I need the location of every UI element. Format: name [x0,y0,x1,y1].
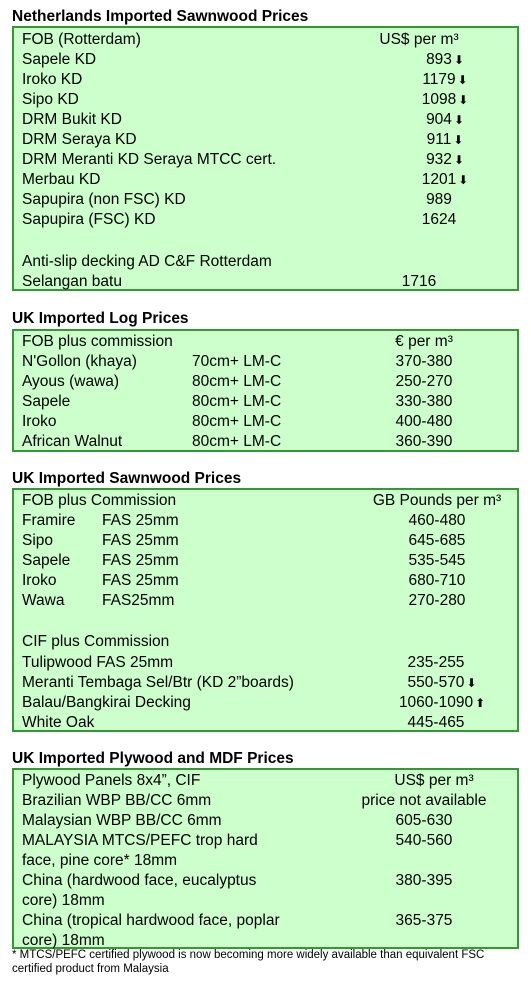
arrow-down-icon: ⬇ [453,113,464,127]
row-name: Iroko [22,572,57,589]
row-value-cell [394,150,484,170]
row-value: 911 [426,131,452,148]
row-value-cell [369,392,479,412]
row-name: Sipo [22,532,54,549]
arrow-down-icon: ⬇ [458,173,469,187]
arrow-down-icon: ⬇ [453,53,464,67]
row-value-cell [369,412,479,432]
row-name: Sapupira (non FSC) KD [22,191,186,208]
row-value-cell [344,791,504,811]
row-name: White Oak [22,714,95,731]
row-value: 605-630 [395,812,453,829]
row-value: 1060-1090 [398,694,474,711]
row-name: Meranti Tembaga Sel/Btr (KD 2”boards) [22,674,294,691]
uk-plywood-price-box [12,768,519,949]
row-value-cell [394,50,484,70]
row-value: 400-480 [395,413,453,430]
row-name: Malaysian WBP BB/CC 6mm [22,812,222,829]
row-spec: FAS 25mm [102,552,179,569]
table-row [14,150,517,170]
row-value: 1098 [421,91,457,108]
row-value-cell [394,110,484,130]
row-value-cell [344,911,504,931]
table-row [14,673,517,693]
row-spec: FAS25mm [102,592,175,609]
row-value: 904 [426,111,452,128]
row-name: Iroko KD [22,71,83,88]
row-value-cell [372,511,502,531]
table-header: FOB plus Commission GB Pounds per m³ [22,492,502,509]
uk-plywood-section-title: UK Imported Plywood and MDF Prices [12,750,294,767]
row-value-cell [344,811,504,831]
table-row [14,571,517,591]
row-name: N'Gollon (khaya) [22,353,137,370]
table-row [14,110,517,130]
row-value: 380-395 [395,872,453,889]
row-name: Balau/Bangkirai Decking [22,694,191,711]
row-name: Sapele KD [22,51,97,68]
table-row [14,130,517,150]
table-row: Selangan batu 1716 [22,273,437,290]
row-value-cell [394,170,484,190]
row-value: 330-380 [395,393,453,410]
row-name: MALAYSIA MTCS/PEFC trop hard face, pine core* 18mm [22,832,258,869]
table-row [14,190,517,210]
footnote: * MTCS/PEFC certified plywood is now becoming more widely available than equivalent FSC certified product from Malaysia [12,949,485,975]
table-header: FOB (Rotterdam) US$ per m³ [22,31,459,48]
arrow-down-icon: ⬇ [453,133,464,147]
row-value: 550-570 [407,674,465,691]
row-name: China (tropical hardwood face, poplar core) 18mm [22,912,280,949]
row-spec: 80cm+ LM-C [192,393,282,410]
table-row [14,90,517,110]
table-row [14,170,517,190]
arrow-down-icon: ⬇ [458,93,469,107]
table-header: CIF plus Commission [22,633,170,650]
row-name: DRM Bukit KD [22,111,122,128]
row-value: 1201 [421,171,457,188]
table-row [14,511,517,531]
row-value: price not available [361,792,487,809]
row-value: 680-710 [408,572,466,589]
table-row [14,70,517,90]
row-spec: FAS 25mm [102,572,179,589]
table-row [14,372,517,392]
row-name: Iroko [22,413,57,430]
row-value: 360-390 [395,433,453,450]
row-value-cell [344,871,504,891]
row-value-cell [394,210,484,230]
table-row [14,911,517,951]
row-value-cell [369,432,479,452]
row-spec: 80cm+ LM-C [192,373,282,390]
row-value: 370-380 [395,353,453,370]
row-name: Sipo KD [22,91,79,108]
table-row [14,831,517,871]
table-row [14,412,517,432]
row-value-cell [372,531,502,551]
row-value-cell [366,713,506,733]
row-value: 445-465 [407,714,465,731]
row-value: 270-280 [408,592,466,609]
row-value-cell [394,190,484,210]
row-name: Sapele [22,393,71,410]
row-value: 893 [426,51,452,68]
row-value-cell [344,831,504,851]
arrow-down-icon: ⬇ [457,73,468,87]
row-value: 535-545 [408,552,466,569]
table-row [14,713,517,733]
row-value: 235-255 [407,654,465,671]
row-value-cell [366,693,506,713]
table-row [14,531,517,551]
row-name: African Walnut [22,433,123,450]
row-name: Sapele [22,552,71,569]
row-name: Merbau KD [22,171,101,188]
row-name: China (hardwood face, eucalyptus core) 18mm [22,872,257,909]
arrow-down-icon: ⬇ [453,153,464,167]
row-value: 645-685 [408,532,466,549]
table-row [14,352,517,372]
row-value-cell [366,653,506,673]
row-value-cell [366,673,506,693]
table-row: Anti-slip decking AD C&F Rotterdam [22,253,272,270]
row-value: 989 [426,191,452,208]
row-name: Framire [22,512,76,529]
table-row [14,392,517,412]
row-spec: 80cm+ LM-C [192,413,282,430]
uk-sawnwood-price-box [12,488,519,732]
uk-sawnwood-section-title: UK Imported Sawnwood Prices [12,470,242,487]
row-name: Tulipwood FAS 25mm [22,654,174,671]
row-spec: FAS 25mm [102,532,179,549]
row-value: 540-560 [395,832,453,849]
row-spec: FAS 25mm [102,512,179,529]
uk-log-section-title: UK Imported Log Prices [12,310,189,327]
row-value: 365-375 [395,912,453,929]
row-value-cell [372,551,502,571]
uk-log-price-box [12,329,519,452]
row-name: Brazilian WBP BB/CC 6mm [22,792,212,809]
table-row [14,50,517,70]
row-name: Sapupira (FSC) KD [22,211,156,228]
arrow-up-icon: ⬆ [475,696,486,710]
row-spec: 80cm+ LM-C [192,433,282,450]
table-row [14,871,517,911]
row-value: 460-480 [408,512,466,529]
row-value-cell [394,130,484,150]
row-value: 250-270 [395,373,453,390]
table-header: FOB plus commission € per m³ [22,333,453,350]
row-value: 932 [426,151,452,168]
row-value-cell [369,352,479,372]
row-spec: 70cm+ LM-C [192,353,282,370]
netherlands-price-box [12,26,519,291]
row-value-cell [394,90,484,110]
row-value-cell [372,571,502,591]
row-name: Wawa [22,592,65,609]
table-row [14,551,517,571]
table-row [14,693,517,713]
row-value: 1624 [421,211,457,228]
table-row [14,210,517,230]
row-name: Ayous (wawa) [22,373,120,390]
table-header: Plywood Panels 8x4”, CIF US$ per m³ [22,772,474,789]
row-name: DRM Meranti KD Seraya MTCC cert. [22,151,277,168]
row-value: 1179 [422,71,456,88]
table-row [14,432,517,452]
table-row [14,653,517,673]
row-value-cell [369,372,479,392]
netherlands-section-title: Netherlands Imported Sawnwood Prices [12,8,309,25]
table-row [14,591,517,611]
row-value-cell [394,70,484,90]
row-name: DRM Seraya KD [22,131,137,148]
row-value-cell [372,591,502,611]
arrow-down-icon: ⬇ [466,676,477,690]
